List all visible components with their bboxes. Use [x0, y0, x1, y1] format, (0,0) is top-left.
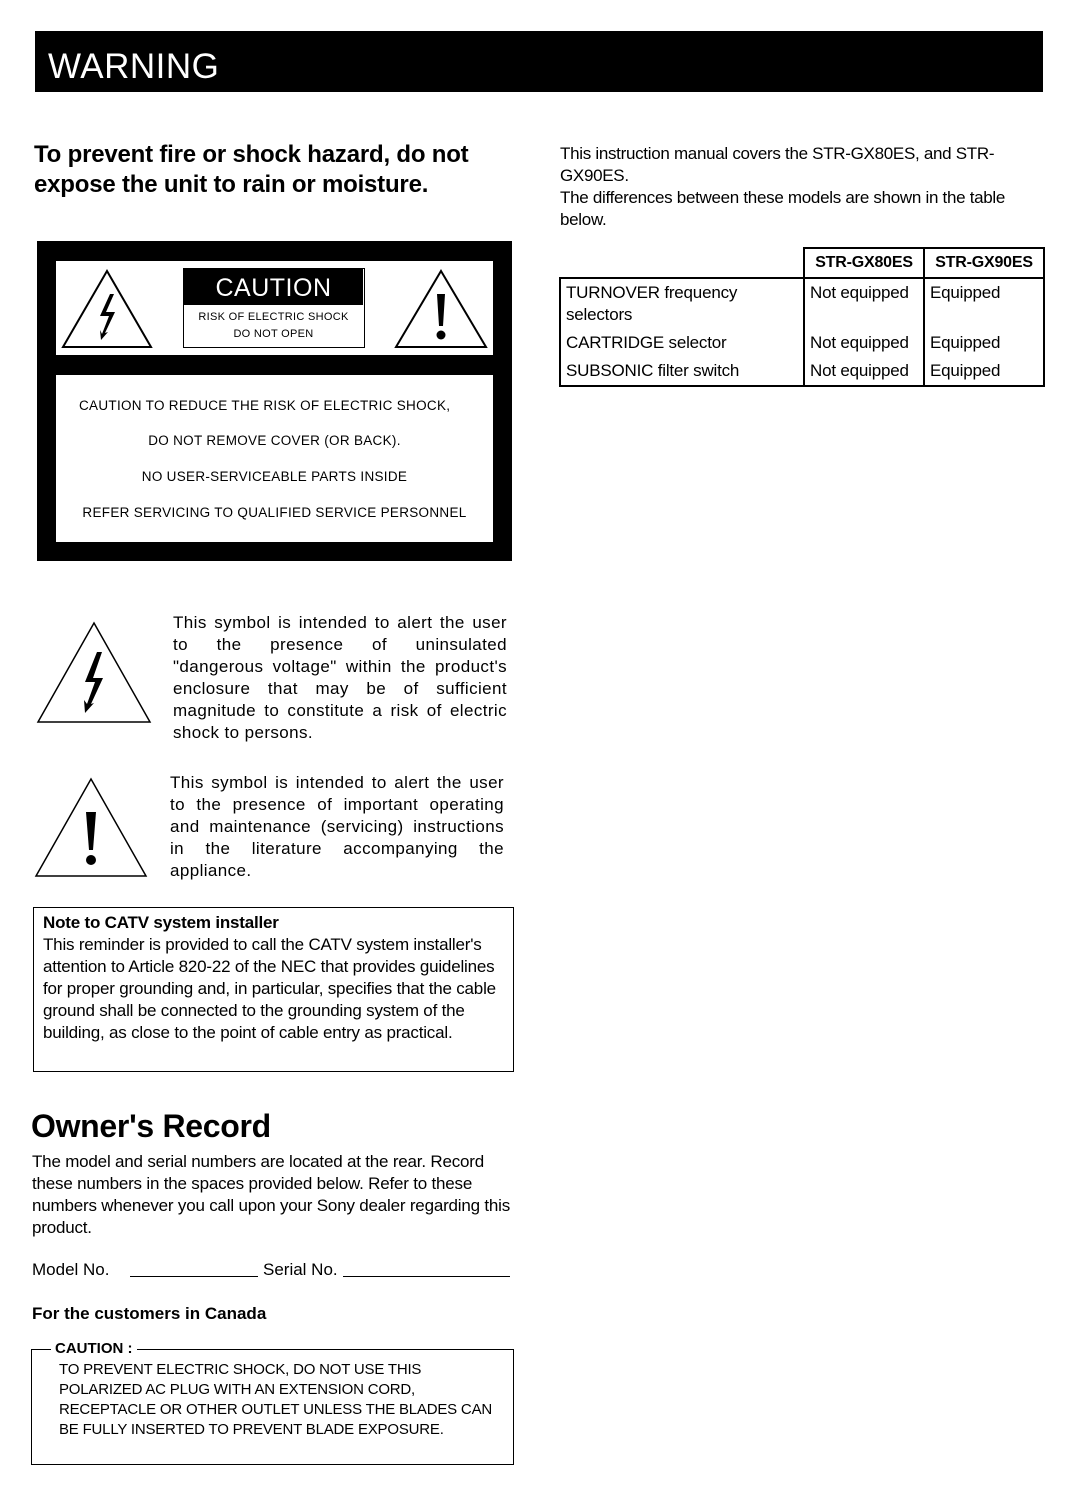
gx90-cell: Equipped	[924, 357, 1044, 386]
exclamation-triangle-icon	[33, 776, 149, 880]
serial-number-blank	[343, 1276, 510, 1277]
lightning-triangle-icon	[60, 268, 154, 350]
intro-line1: This instruction manual covers the STR-GX80ES, and STR-GX90ES.	[560, 144, 995, 185]
gx90-cell: Equipped	[924, 329, 1044, 357]
feature-cell: CARTRIDGE selector	[560, 329, 804, 357]
model-number-label: Model No.	[32, 1260, 110, 1279]
table-row	[560, 329, 1044, 357]
canada-section-title: For the customers in Canada	[32, 1304, 267, 1323]
feature-cell: TURNOVER frequency selectors	[560, 278, 804, 329]
canada-caution-label: CAUTION :	[51, 1339, 137, 1359]
caution-panel-line: REFER SERVICING TO QUALIFIED SERVICE PERSONNEL	[82, 505, 467, 520]
gx90-cell: Equipped	[924, 278, 1044, 329]
caution-box-line1: RISK OF ELECTRIC SHOCK	[198, 311, 349, 323]
lightning-symbol-description: This symbol is intended to alert the user to the presence of uninsulated "dangerous voltage" within the product's enclosure that may be of sufficient magnitude to constitute a risk of electric shock to persons.	[173, 613, 507, 742]
model-number-blank	[130, 1276, 258, 1277]
exclamation-triangle-icon	[393, 268, 489, 350]
exclamation-symbol-description: This symbol is intended to alert the user to the presence of important operating and maintenance (servicing) instructions in the literature accompanying the appliance.	[170, 773, 504, 880]
gx80-cell: Not equipped	[804, 329, 924, 357]
canada-caution-text: TO PREVENT ELECTRIC SHOCK, DO NOT USE THIS POLARIZED AC PLUG WITH AN EXTENSION CORD, RECEPTACLE OR OTHER OUTLET UNLESS THE BLADES CAN BE FULLY INSERTED TO PREVENT BLADE EXPOSURE.	[59, 1361, 493, 1438]
model-differences-table	[559, 247, 1045, 387]
table-row	[560, 357, 1044, 386]
catv-note-title: Note to CATV system installer	[43, 913, 279, 932]
intro-line2: The differences between these models are shown in the table below.	[560, 188, 1006, 229]
hazard-headline: To prevent fire or shock hazard, do not expose the unit to rain or moisture.	[34, 141, 469, 198]
table-row	[560, 278, 1044, 329]
manual-intro	[560, 143, 1040, 231]
lightning-triangle-icon	[35, 620, 153, 726]
page-title: WARNING	[48, 47, 220, 86]
table-header: STR-GX90ES	[924, 248, 1044, 278]
caution-panel-line: DO NOT REMOVE COVER (OR BACK).	[148, 433, 401, 448]
serial-number-label: Serial No.	[263, 1260, 338, 1279]
caution-panel-line: CAUTION TO REDUCE THE RISK OF ELECTRIC SHOCK,	[79, 398, 451, 413]
feature-cell: SUBSONIC filter switch	[560, 357, 804, 386]
catv-note-body: This reminder is provided to call the CATV system installer's attention to Article 820-22 of the NEC that provides guidelines for proper grounding and, in particular, specifies that the cable ground shall be connected to the grounding system of the building, as close to the point of cable entry as practical.	[43, 935, 496, 1042]
caution-panel-line: NO USER-SERVICEABLE PARTS INSIDE	[141, 469, 408, 484]
owners-record-title: Owner's Record	[31, 1108, 271, 1144]
gx80-cell: Not equipped	[804, 357, 924, 386]
owners-record-body: The model and serial numbers are located at the rear. Record these numbers in the spaces provided below. Refer to these numbers whenever you call upon your Sony dealer regarding this product.	[32, 1152, 511, 1237]
catv-note	[43, 912, 508, 1044]
gx80-cell: Not equipped	[804, 278, 924, 329]
caution-box-line2: DO NOT OPEN	[233, 328, 314, 340]
caution-box-title: CAUTION	[184, 269, 363, 305]
table-header: STR-GX80ES	[804, 248, 924, 278]
